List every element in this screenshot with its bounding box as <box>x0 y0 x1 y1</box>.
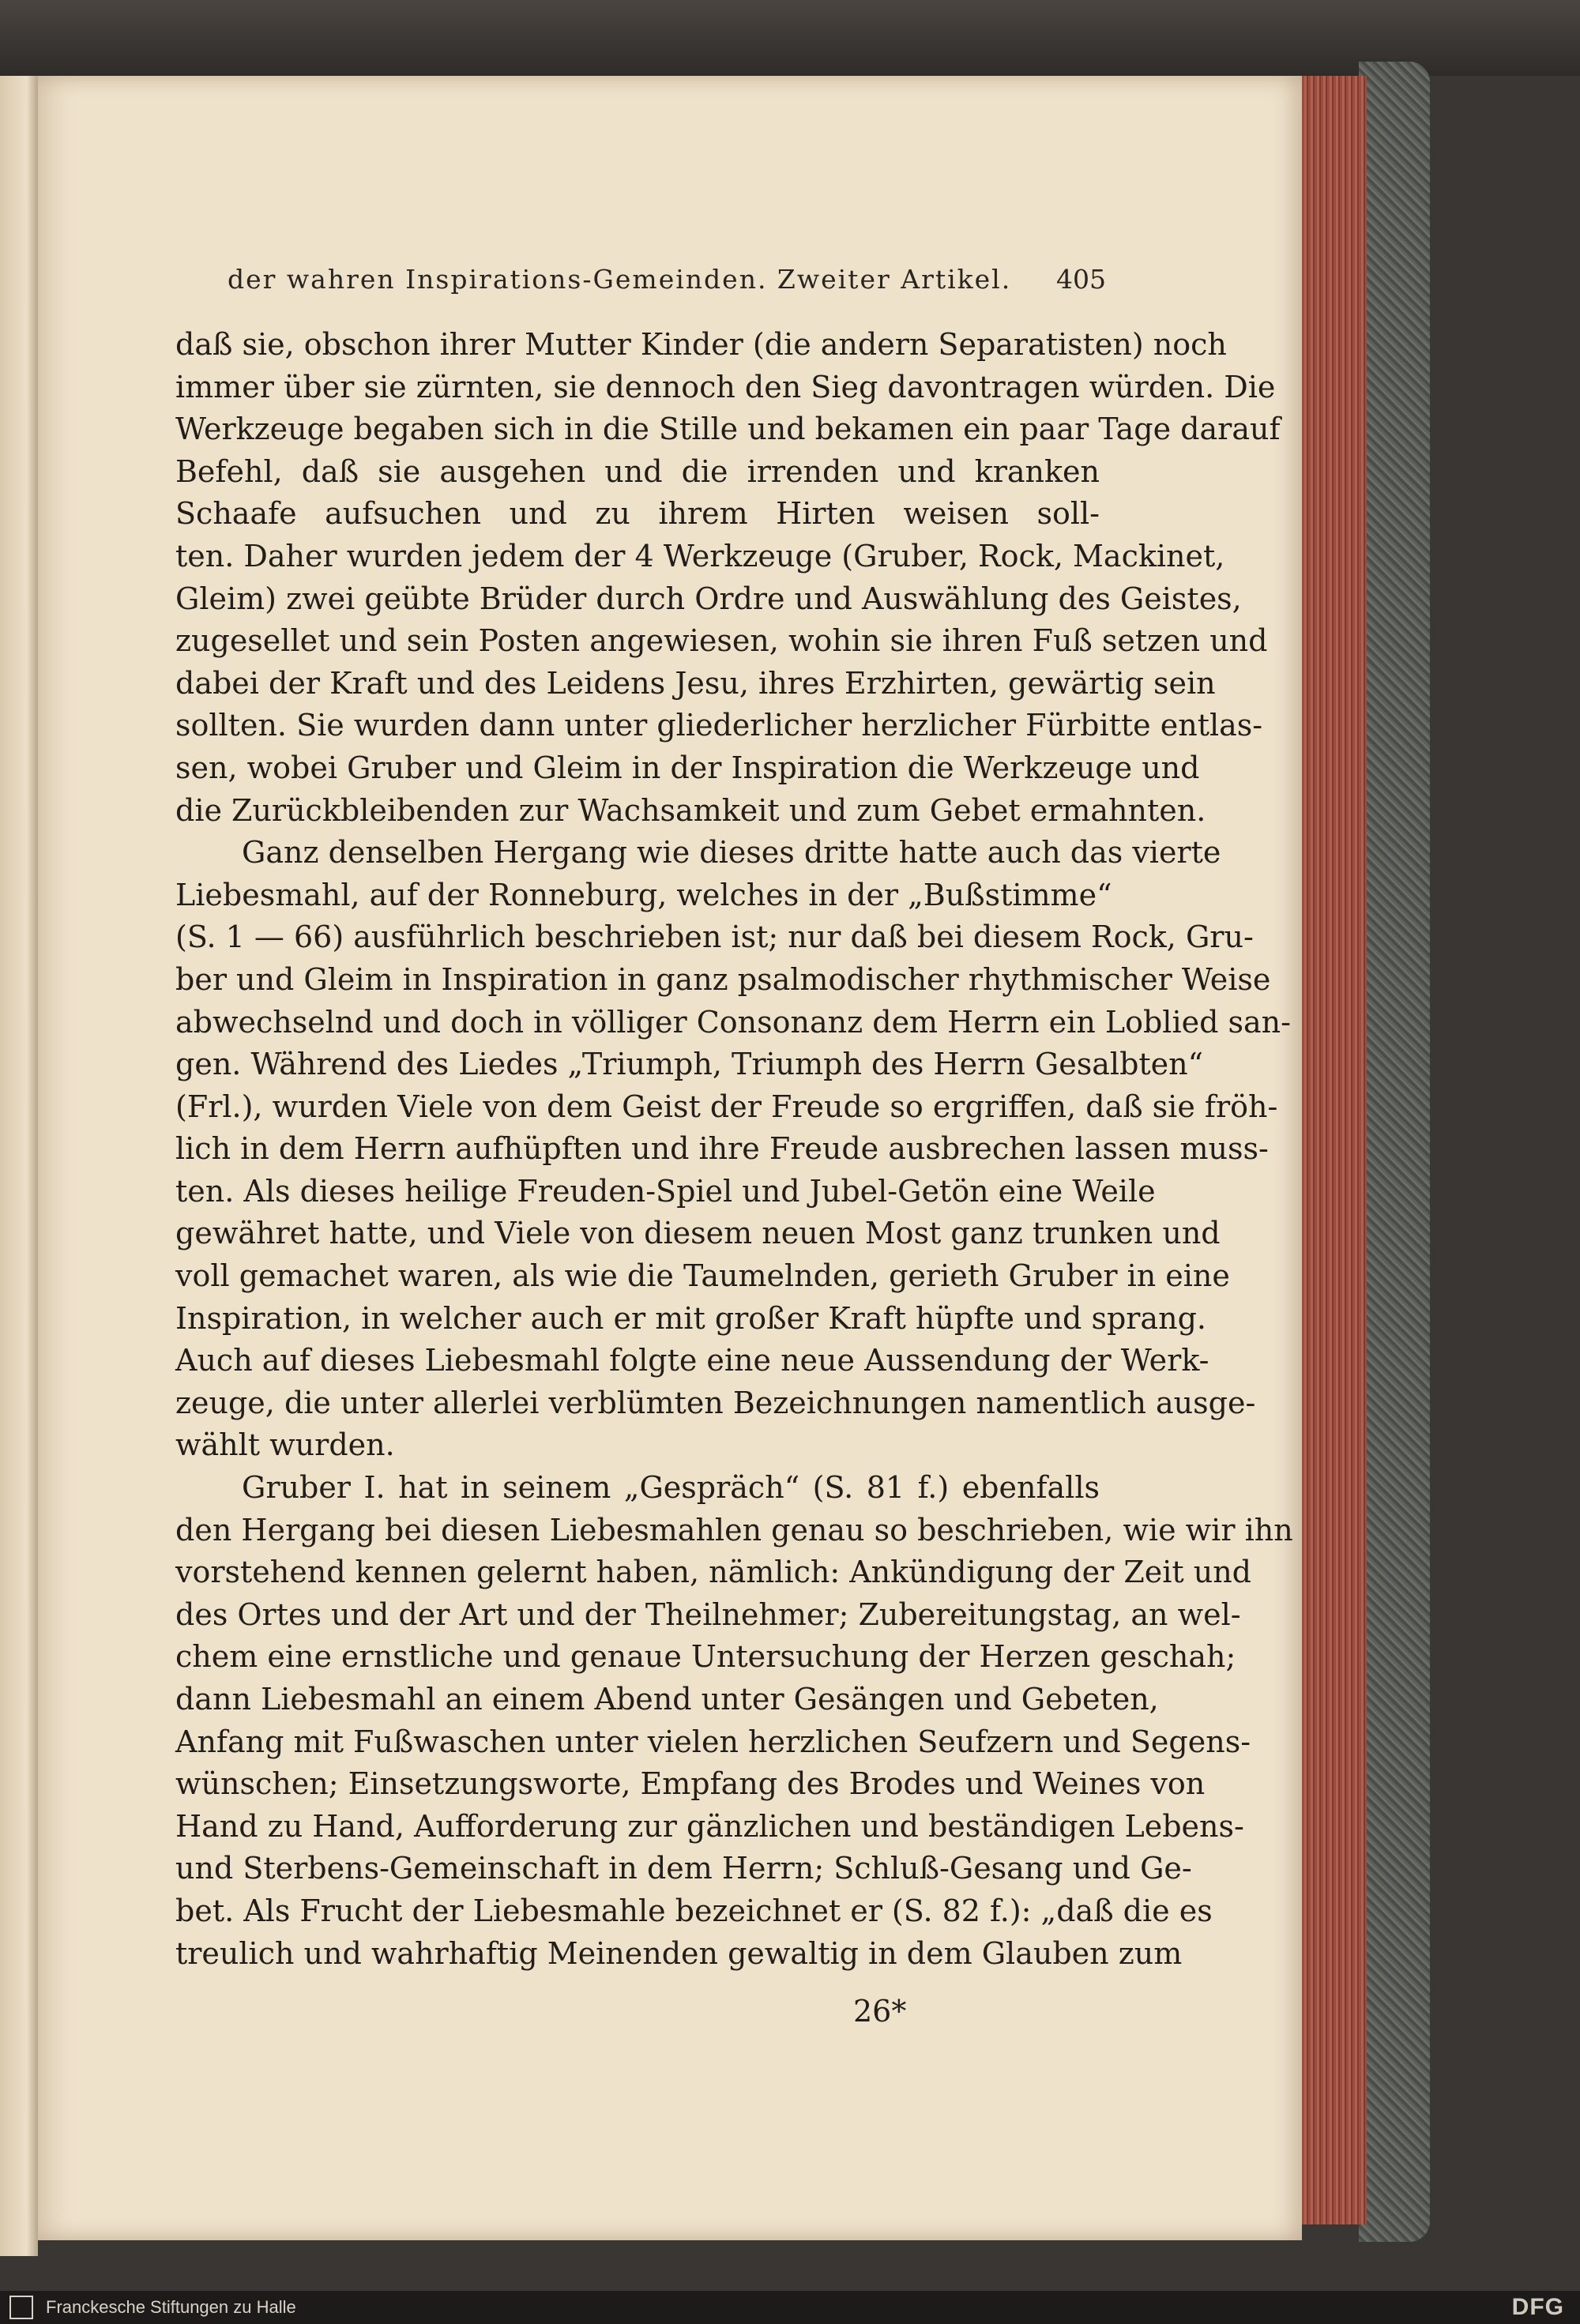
text-line: Befehl, daß sie ausgehen und die irrenden und kranken <box>175 453 1100 489</box>
text-line: bet. Als Frucht der Liebesmahle bezeichnet er (S. 82 f.): „daß die es <box>175 1893 1213 1928</box>
text-line: die Zurückbleibenden zur Wachsamkeit und zum Gebet ermahnten. <box>175 792 1206 828</box>
text-line: wählt wurden. <box>175 1427 395 1463</box>
text-line: voll gemachet waren, als wie die Taumelnden, gerieth Gruber in eine <box>175 1258 1230 1294</box>
text-line: Gleim) zwei geübte Brüder durch Ordre und Auswählung des Geistes, <box>175 581 1242 616</box>
text-line: immer über sie zürnten, sie dennoch den Sieg davontragen würden. Die <box>175 369 1276 404</box>
text-line: dann Liebesmahl an einem Abend unter Gesängen und Gebeten, <box>175 1682 1159 1717</box>
text-line: vorstehend kennen gelernt haben, nämlich: Ankündigung der Zeit und <box>175 1555 1252 1590</box>
text-line: Gruber I. hat in seinem „Gespräch“ (S. 81 f.) ebenfalls <box>242 1470 1100 1506</box>
funder-logo: DFG <box>1511 2294 1564 2320</box>
page-number: 405 <box>1056 264 1106 295</box>
text-line: sollten. Sie wurden dann unter gliederlicher herzlicher Fürbitte entlas- <box>175 708 1263 743</box>
text-line: ten. Daher wurden jedem der 4 Werkzeuge (Gruber, Rock, Mackinet, <box>175 538 1225 573</box>
text-line: den Hergang bei diesen Liebesmahlen genau so beschrieben, wie wir ihn <box>175 1512 1293 1547</box>
text-line: ber und Gleim in Inspiration in ganz psalmodischer rhythmischer Weise <box>175 961 1271 997</box>
text-line: zugesellet und sein Posten angewiesen, wohin sie ihren Fuß setzen und <box>175 623 1268 659</box>
text-line: sen, wobei Gruber und Gleim in der Inspiration die Werkzeuge und <box>175 750 1200 785</box>
footer-bar <box>0 2291 1580 2324</box>
text-line: dabei der Kraft und des Leidens Jesu, ihres Erzhirten, gewärtig sein <box>175 665 1216 701</box>
institution-logo-icon <box>9 2296 33 2319</box>
facing-page-edge <box>0 76 38 2256</box>
scan-background-top <box>0 0 1580 76</box>
text-line: lich in dem Herrn aufhüpften und ihre Freude ausbrechen lassen muss- <box>175 1131 1269 1167</box>
text-line: des Ortes und der Art und der Theilnehmer; Zubereitungstag, an wel- <box>175 1596 1241 1632</box>
body-text <box>175 324 1293 1975</box>
text-line: wünschen; Einsetzungsworte, Empfang des Brodes und Weines von <box>175 1766 1206 1802</box>
text-line: Liebesmahl, auf der Ronneburg, welches in der „Bußstimme“ <box>175 877 1112 912</box>
text-line: chem eine ernstliche und genaue Untersuchung der Herzen geschah; <box>175 1639 1236 1675</box>
institution-name: Franckesche Stiftungen zu Halle <box>46 2297 296 2317</box>
text-line: Inspiration, in welcher auch er mit großer Kraft hüpfte und sprang. <box>175 1300 1206 1336</box>
text-line: daß sie, obschon ihrer Mutter Kinder (die andern Separatisten) noch <box>175 327 1227 362</box>
text-line: und Sterbens-Gemeinschaft in dem Herrn; Schluß-Gesang und Ge- <box>175 1851 1192 1886</box>
text-line: Ganz denselben Hergang wie dieses dritte hatte auch das vierte <box>242 835 1221 871</box>
text-line: Anfang mit Fußwaschen unter vielen herzlichen Seufzern und Segens- <box>175 1724 1251 1759</box>
text-line: Schaafe aufsuchen und zu ihrem Hirten weisen soll- <box>175 496 1100 532</box>
book-cover-edge <box>1359 62 1430 2242</box>
text-line: zeuge, die unter allerlei verblümten Bezeichnungen namentlich ausge- <box>175 1385 1256 1420</box>
text-line: Hand zu Hand, Aufforderung zur gänzlichen und beständigen Lebens- <box>175 1808 1244 1844</box>
text-line: (S. 1 — 66) ausführlich beschrieben ist; nur daß bei diesem Rock, Gru- <box>175 919 1254 955</box>
text-line: Auch auf dieses Liebesmahl folgte eine neue Aussendung der Werk- <box>175 1343 1209 1378</box>
text-line: treulich und wahrhaftig Meinenden gewaltig in dem Glauben zum <box>175 1935 1183 1971</box>
text-line: abwechselnd und doch in völliger Consonanz dem Herrn ein Loblied san- <box>175 1004 1291 1040</box>
text-line: gewähret hatte, und Viele von diesem neuen Most ganz trunken und <box>175 1216 1221 1251</box>
page-header <box>228 264 1106 303</box>
text-line: (Frl.), wurden Viele von dem Geist der Freude so ergriffen, daß sie fröh- <box>175 1089 1278 1124</box>
running-head: der wahren Inspirations-Gemeinden. Zweiter Artikel. <box>228 264 1012 295</box>
text-line: Werkzeuge begaben sich in die Stille und bekamen ein paar Tage darauf <box>175 412 1281 447</box>
page-edges-red <box>1296 76 1367 2224</box>
text-line: ten. Als dieses heilige Freuden-Spiel und Jubel-Getön eine Weile <box>175 1173 1156 1209</box>
signature-mark: 26* <box>853 1994 907 2029</box>
text-line: gen. Während des Liedes „Triumph, Triumph des Herrn Gesalbten“ <box>175 1047 1204 1082</box>
